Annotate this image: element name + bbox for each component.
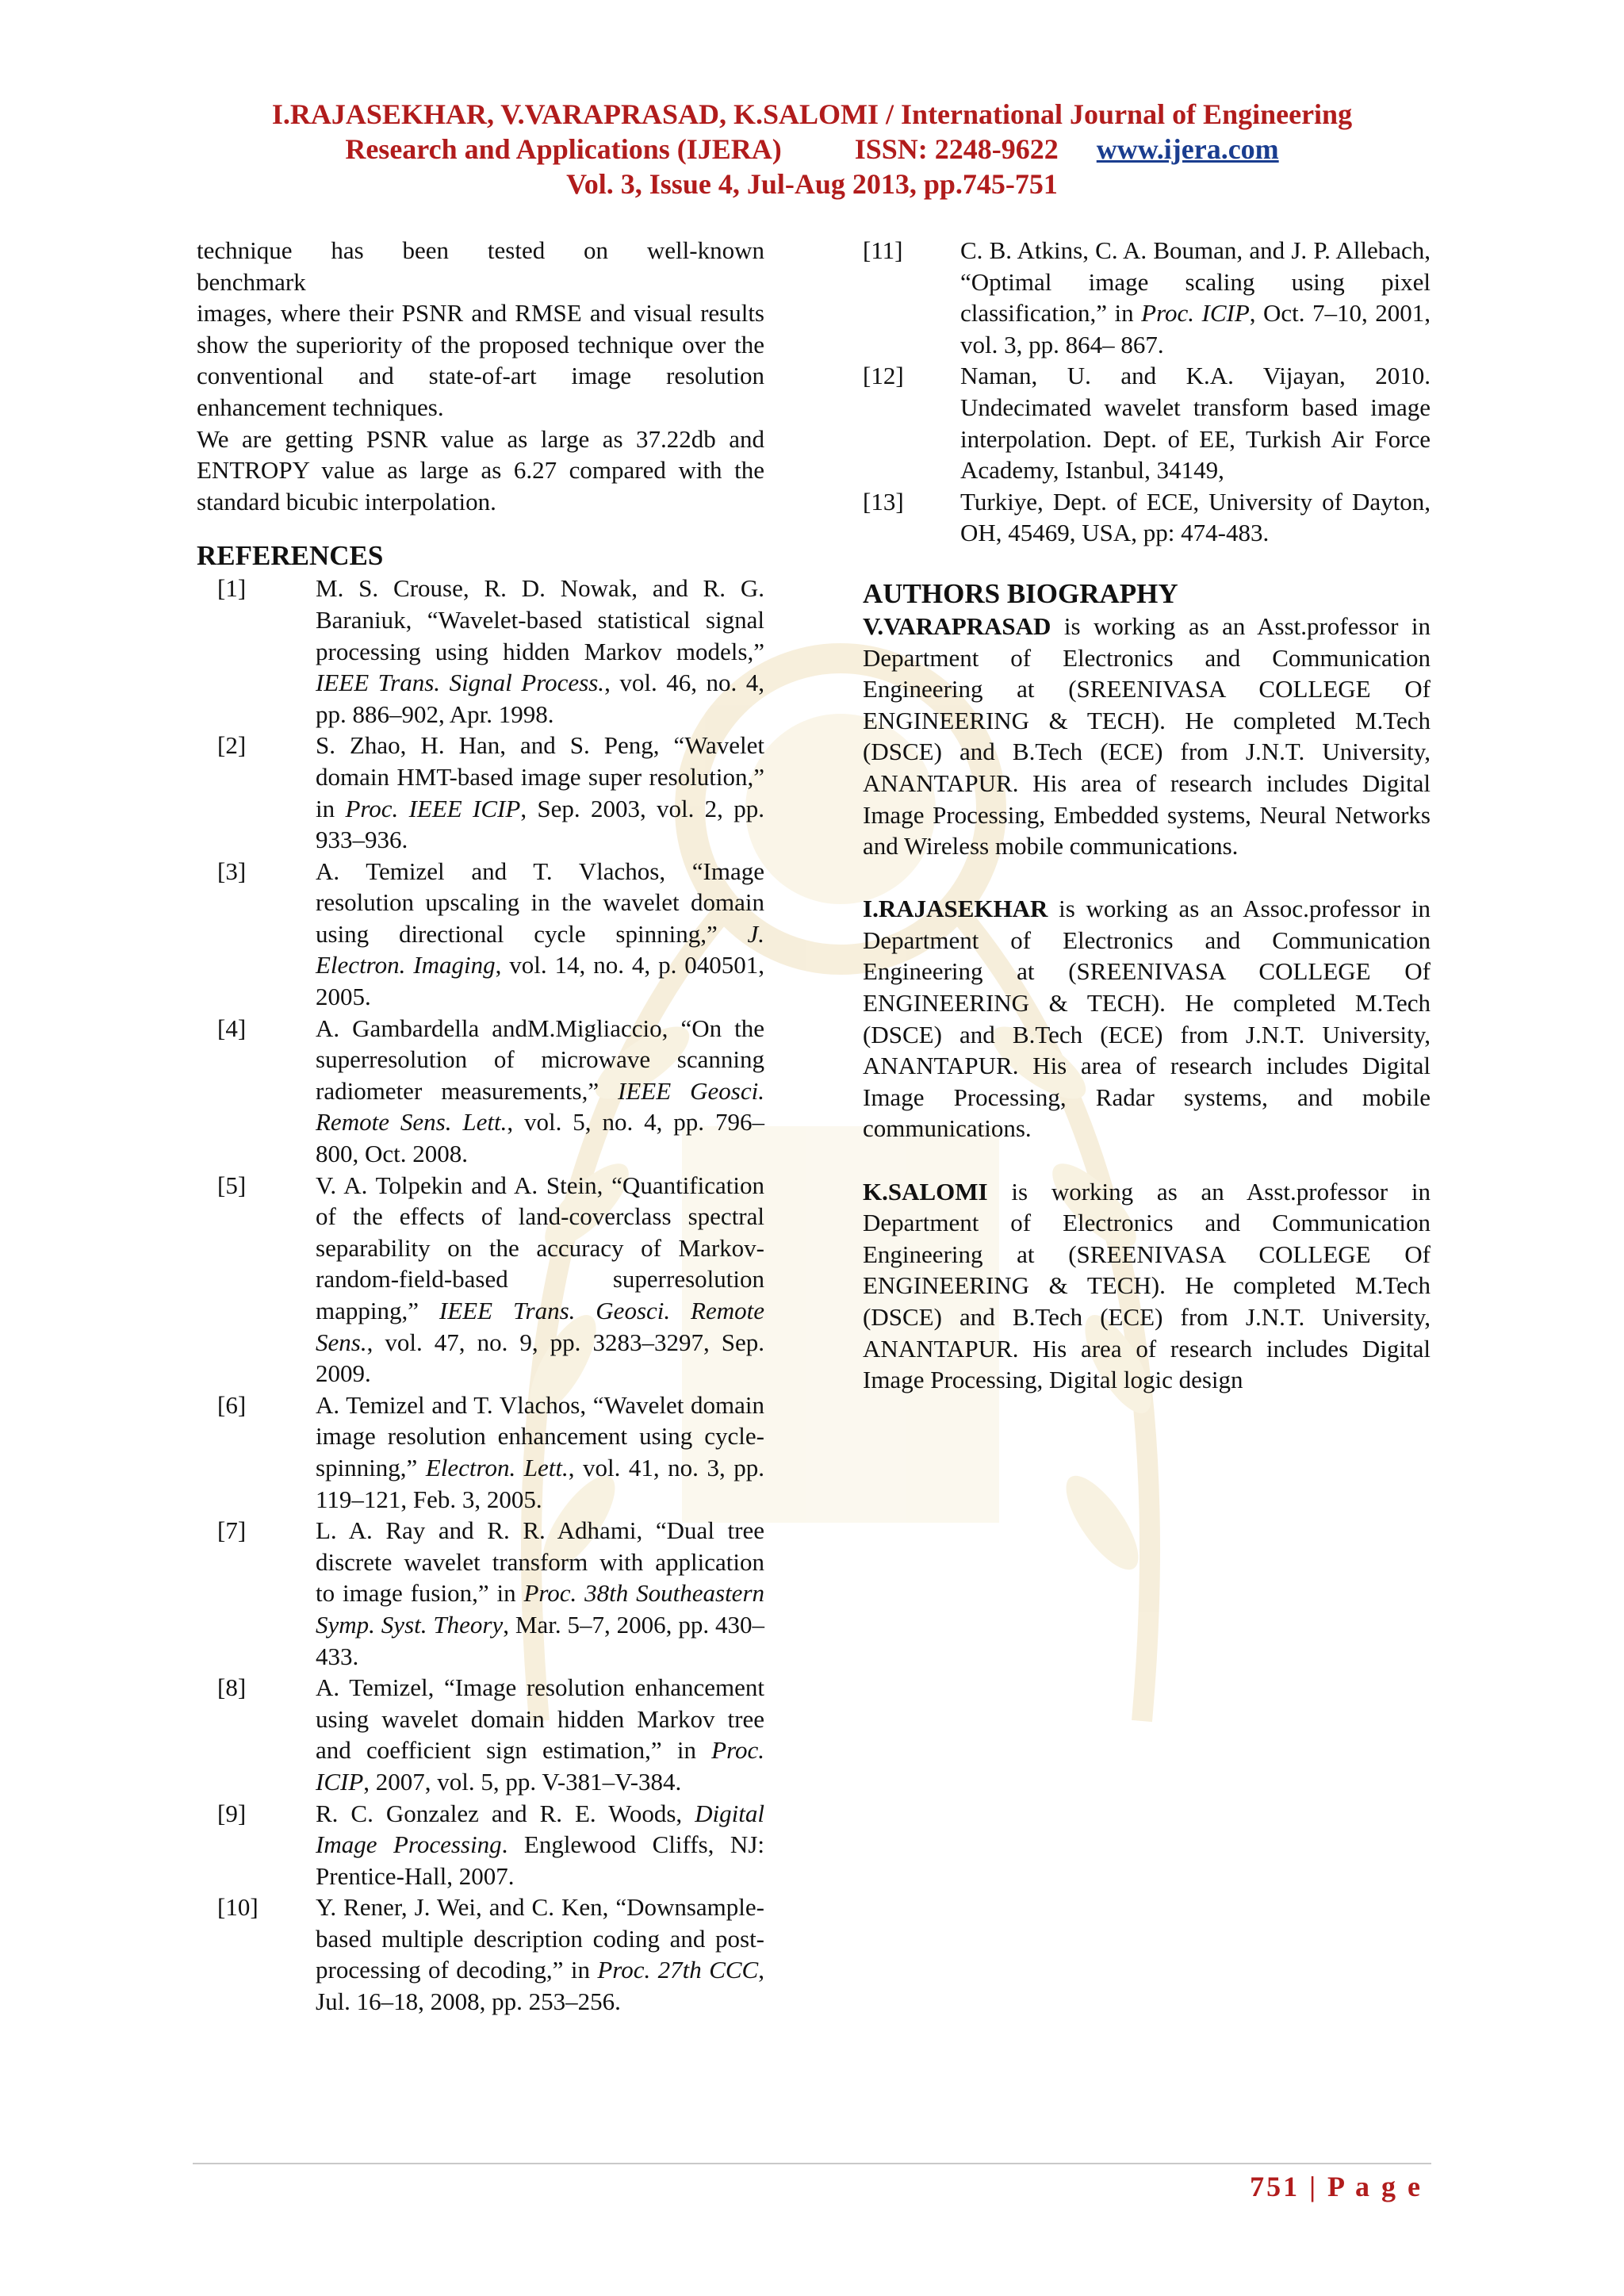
left-column [197,235,764,2018]
reference-item [217,1170,764,1389]
author-name: I.RAJASEKHAR [863,895,1048,923]
reference-number: [12] [863,362,904,390]
reference-item [217,1892,764,2017]
reference-number: [6] [217,1390,247,1419]
intro-line-2: benchmark [197,267,306,296]
reference-text: A. Temizel and T. Vlachos, “Image resolution upscaling in the wavelet domain using directional cycle spinning,” J. Electron. Imaging, vol. 14, no. 4, p. 040501, 2005. [316,857,764,1011]
page-header [0,97,1624,201]
right-column [863,235,1431,1396]
reference-item [217,1389,764,1515]
biography-entry [863,893,1431,1144]
author-name: V.VARAPRASAD [863,611,1051,640]
header-authors-line: I.RAJASEKHAR, V.VARAPRASAD, K.SALOMI / International Journal of Engineering [271,98,1353,130]
reference-item [863,360,1431,485]
reference-list-right [863,235,1431,549]
footer-divider [193,2163,1431,2164]
author-bio-text: is working as an Asst.professor in Department of Electronics and Communication Engineering at (SREENIVASA COLLEGE Of ENGINEERING & TECH). He completed M.Tech (DSCE) and B.Tech (ECE) from J.N.T. University, ANANTAPUR. His area of research includes Digital Image Processing, Embedded systems, Neural Networks and Wireless mobile communications. [863,611,1431,861]
intro-line-1: technique has been tested on well-known [197,236,764,264]
reference-item [217,1798,764,1892]
reference-item [217,1515,764,1672]
header-volume-line: Vol. 3, Issue 4, Jul-Aug 2013, pp.745-751 [566,168,1058,200]
header-journal-line [0,132,1624,167]
biography-heading: AUTHORS BIOGRAPHY [863,577,1178,609]
issn: ISSN: 2248-9622 [854,133,1059,165]
intro-paragraph-2: We are getting PSNR value as large as 37.22db and ENTROPY value as large as 6.27 compared with the standard bicubic interpolation. [197,424,764,516]
page-number: 751 | P a g e [1250,2171,1423,2202]
reference-text: V. A. Tolpekin and A. Stein, “Quantification of the effects of land-coverclass spectral separability on the accuracy of Markov-random-field-based superresolution mapping,” IEEE Trans. Geosci. Remote Sens., vol. 47, no. 9, pp. 3283–3297, Sep. 2009. [316,1171,765,1388]
biography-entry [863,1176,1431,1396]
biography-entry [863,611,1431,862]
references-heading: REFERENCES [197,540,384,572]
reference-number: [9] [217,1799,247,1827]
author-bio-text: is working as an Asst.professor in Department of Electronics and Communication Engineering at (SREENIVASA COLLEGE Of ENGINEERING & TECH). He completed M.Tech (DSCE) and B.Tech (ECE) from J.N.T. University, ANANTAPUR. His area of research includes Digital Image Processing, Digital logic design [863,1177,1431,1394]
reference-number: [1] [217,574,247,603]
reference-number: [8] [217,1673,247,1702]
reference-item [217,1672,764,1797]
reference-item [217,730,764,855]
intro-paragraph-1: images, where their PSNR and RMSE and visual results show the superiority of the proposed technique over the conventional and state-of-art image resolution enhancement techniques. [197,299,764,421]
reference-item [863,486,1431,549]
reference-text: Naman, U. and K.A. Vijayan, 2010. Undecimated wavelet transform based image interpolation. Dept. of EE, Turkish Air Force Academy, Istanbul, 34149, [960,362,1431,485]
reference-list-left [197,573,764,2017]
reference-text: Y. Rener, J. Wei, and C. Ken, “Downsample-based multiple description coding and post-processing of decoding,” in Proc. 27th CCC, Jul. 16–18, 2008, pp. 253–256. [316,1893,764,2016]
reference-item [863,235,1431,360]
reference-item [217,1013,764,1170]
reference-number: [4] [217,1014,247,1042]
reference-text: M. S. Crouse, R. D. Nowak, and R. G. Baraniuk, “Wavelet-based statistical signal processing using hidden Markov models,” IEEE Trans. Signal Process., vol. 46, no. 4, pp. 886–902, Apr. 1998. [316,574,764,728]
reference-text: Turkiye, Dept. of ECE, University of Dayton, OH, 45469, USA, pp: 474-483. [960,487,1431,547]
reference-number: [5] [217,1171,247,1199]
reference-text: L. A. Ray and R. R. Adhami, “Dual tree discrete wavelet transform with application to image fusion,” in Proc. 38th Southeastern Symp. Syst. Theory, Mar. 5–7, 2006, pp. 430–433. [316,1516,765,1670]
reference-item [217,856,764,1013]
reference-number: [3] [217,857,247,885]
author-bio-text: is working as an Assoc.professor in Department of Electronics and Communication Engineering at (SREENIVASA COLLEGE Of ENGINEERING & TECH). He completed M.Tech (DSCE) and B.Tech (ECE) from J.N.T. University, ANANTAPUR. His area of research includes Digital Image Processing, Radar systems, and mobile communications. [863,895,1431,1143]
reference-number: [10] [217,1893,259,1922]
reference-text: A. Temizel, “Image resolution enhancement using wavelet domain hidden Markov tree and coefficient sign estimation,” in Proc. ICIP, 2007, vol. 5, pp. V-381–V-384. [316,1673,764,1796]
reference-text: A. Gambardella andM.Migliaccio, “On the superresolution of microwave scanning radiometer measurements,” IEEE Geosci. Remote Sens. Lett., vol. 5, no. 4, pp. 796–800, Oct. 2008. [316,1014,764,1168]
reference-number: [2] [217,731,247,760]
reference-number: [11] [863,236,903,264]
reference-text: R. C. Gonzalez and R. E. Woods, Digital Image Processing. Englewood Cliffs, NJ: Prentice-Hall, 2007. [316,1799,764,1890]
journal-website-link[interactable]: www.ijera.com [1096,133,1279,165]
journal-name: Research and Applications (IJERA) [345,133,782,165]
reference-text: A. Temizel and T. Vlachos, “Wavelet domain image resolution enhancement using cycle-spinning,” Electron. Lett., vol. 41, no. 3, pp. 119–121, Feb. 3, 2005. [316,1390,764,1513]
reference-text: C. B. Atkins, C. A. Bouman, and J. P. Allebach, “Optimal image scaling using pixel classification,” in Proc. ICIP, Oct. 7–10, 2001, vol. 3, pp. 864– 867. [960,236,1431,358]
reference-text: S. Zhao, H. Han, and S. Peng, “Wavelet domain HMT-based image super resolution,” in Proc. IEEE ICIP, Sep. 2003, vol. 2, pp. 933–936. [316,731,764,854]
author-name: K.SALOMI [863,1177,988,1205]
reference-number: [13] [863,487,904,516]
reference-number: [7] [217,1516,247,1545]
reference-item [217,573,764,730]
